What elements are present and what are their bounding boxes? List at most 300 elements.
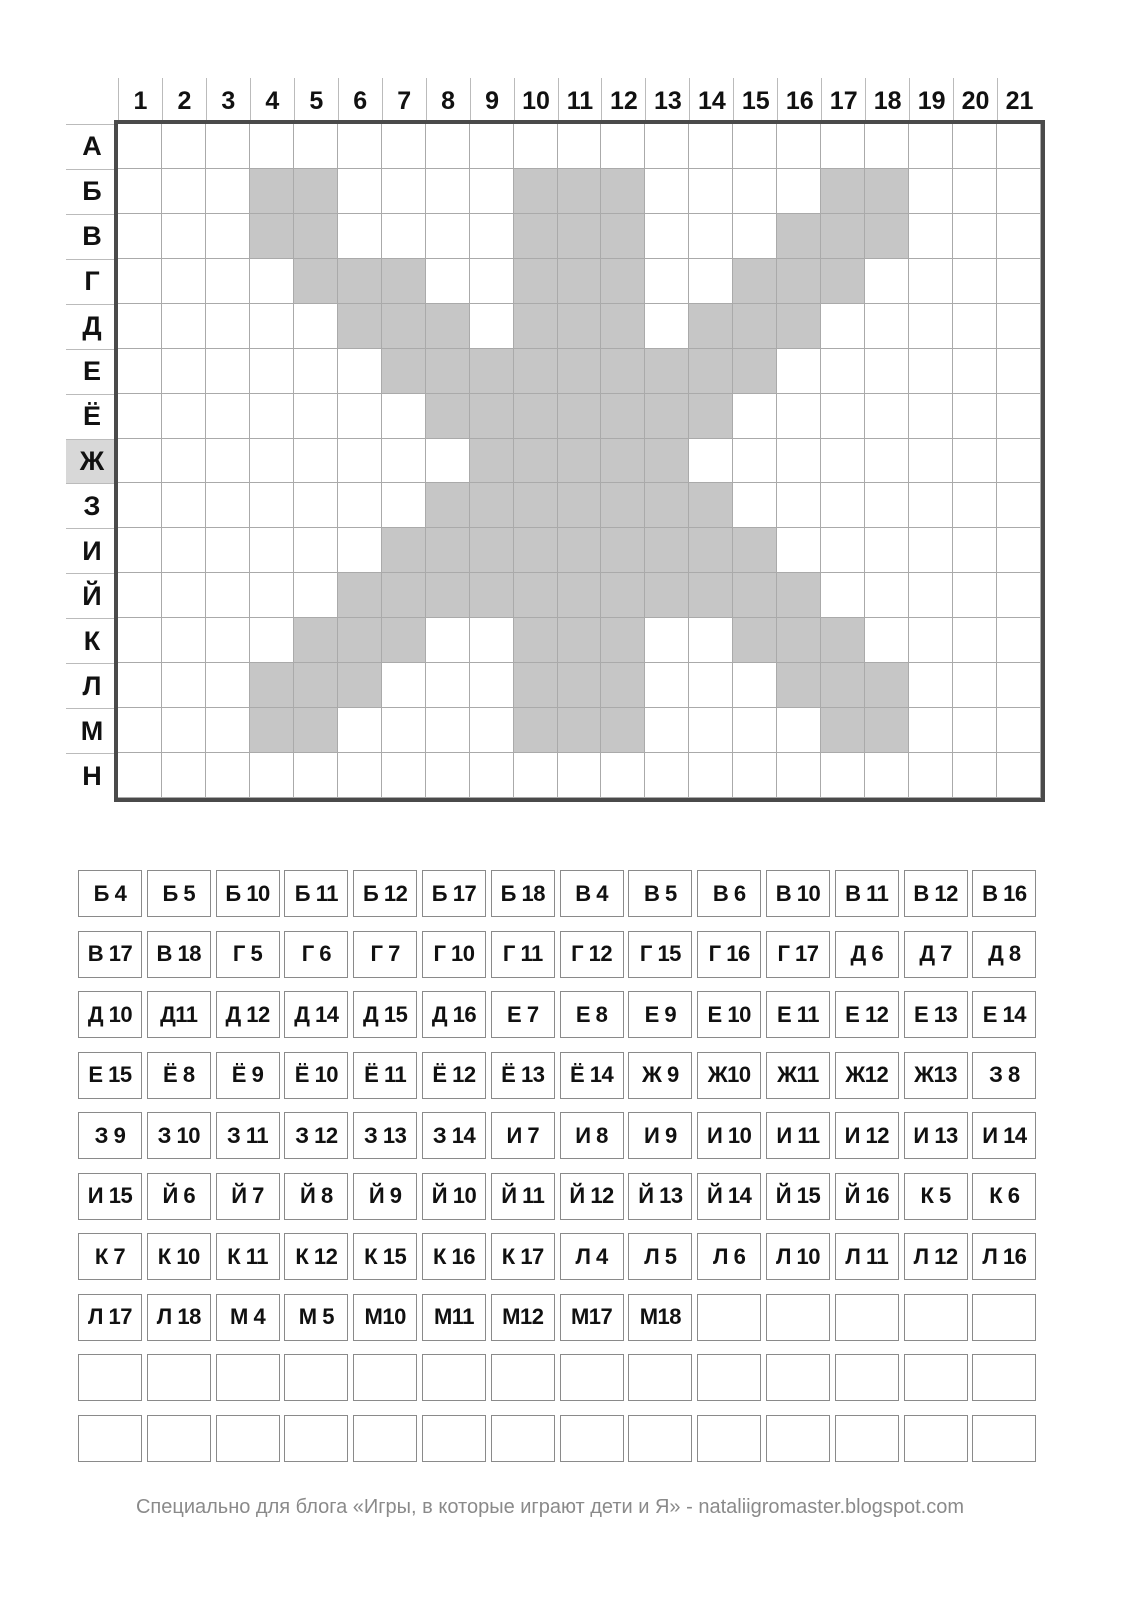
grid-cell[interactable] bbox=[162, 349, 206, 394]
grid-cell[interactable] bbox=[118, 663, 162, 708]
grid-cell[interactable] bbox=[689, 708, 733, 753]
grid-cell[interactable] bbox=[294, 394, 338, 439]
grid-cell[interactable] bbox=[162, 708, 206, 753]
grid-cell[interactable] bbox=[645, 304, 689, 349]
grid-cell[interactable] bbox=[426, 124, 470, 169]
grid-cell[interactable] bbox=[997, 259, 1041, 304]
grid-cell[interactable] bbox=[821, 394, 865, 439]
grid-cell-filled[interactable] bbox=[470, 483, 514, 528]
grid-cell-filled[interactable] bbox=[601, 439, 645, 484]
grid-cell[interactable] bbox=[645, 214, 689, 259]
grid-cell[interactable] bbox=[470, 124, 514, 169]
grid-cell[interactable] bbox=[777, 483, 821, 528]
grid-cell[interactable] bbox=[953, 124, 997, 169]
grid-cell-filled[interactable] bbox=[514, 573, 558, 618]
grid-cell[interactable] bbox=[865, 753, 909, 798]
grid-cell[interactable] bbox=[733, 394, 777, 439]
grid-cell[interactable] bbox=[821, 124, 865, 169]
grid-cell-filled[interactable] bbox=[733, 573, 777, 618]
grid-cell[interactable] bbox=[953, 214, 997, 259]
grid-cell[interactable] bbox=[645, 708, 689, 753]
grid-cell[interactable] bbox=[689, 753, 733, 798]
grid-cell-filled[interactable] bbox=[558, 708, 602, 753]
grid-cell[interactable] bbox=[558, 753, 602, 798]
grid-cell[interactable] bbox=[338, 528, 382, 573]
grid-cell[interactable] bbox=[865, 259, 909, 304]
grid-cell[interactable] bbox=[909, 753, 953, 798]
grid-cell[interactable] bbox=[689, 618, 733, 663]
grid-cell-filled[interactable] bbox=[514, 169, 558, 214]
grid-cell-filled[interactable] bbox=[338, 259, 382, 304]
grid-cell[interactable] bbox=[426, 214, 470, 259]
grid-cell[interactable] bbox=[382, 483, 426, 528]
grid-cell[interactable] bbox=[777, 349, 821, 394]
grid-cell[interactable] bbox=[909, 618, 953, 663]
grid-cell[interactable] bbox=[118, 439, 162, 484]
grid-cell[interactable] bbox=[733, 214, 777, 259]
grid-cell-filled[interactable] bbox=[601, 214, 645, 259]
grid-cell[interactable] bbox=[206, 708, 250, 753]
grid-cell[interactable] bbox=[338, 349, 382, 394]
grid-cell[interactable] bbox=[294, 124, 338, 169]
grid-cell-filled[interactable] bbox=[733, 618, 777, 663]
grid-cell[interactable] bbox=[953, 394, 997, 439]
grid-cell[interactable] bbox=[382, 214, 426, 259]
grid-cell-filled[interactable] bbox=[601, 349, 645, 394]
grid-cell[interactable] bbox=[206, 214, 250, 259]
grid-cell[interactable] bbox=[909, 663, 953, 708]
grid-cell[interactable] bbox=[250, 618, 294, 663]
grid-cell[interactable] bbox=[294, 753, 338, 798]
grid-cell[interactable] bbox=[426, 663, 470, 708]
grid-cell[interactable] bbox=[338, 439, 382, 484]
grid-cell[interactable] bbox=[777, 169, 821, 214]
grid-cell-filled[interactable] bbox=[426, 304, 470, 349]
grid-cell[interactable] bbox=[777, 753, 821, 798]
grid-cell[interactable] bbox=[909, 573, 953, 618]
grid-cell[interactable] bbox=[821, 349, 865, 394]
grid-cell-filled[interactable] bbox=[645, 394, 689, 439]
grid-cell[interactable] bbox=[162, 483, 206, 528]
grid-cell-filled[interactable] bbox=[250, 663, 294, 708]
grid-cell[interactable] bbox=[733, 169, 777, 214]
grid-cell[interactable] bbox=[294, 528, 338, 573]
grid-cell[interactable] bbox=[118, 169, 162, 214]
grid-cell[interactable] bbox=[162, 618, 206, 663]
grid-cell[interactable] bbox=[470, 753, 514, 798]
grid-cell[interactable] bbox=[206, 663, 250, 708]
grid-cell[interactable] bbox=[997, 663, 1041, 708]
grid-cell-filled[interactable] bbox=[689, 349, 733, 394]
grid-cell[interactable] bbox=[118, 528, 162, 573]
grid-cell[interactable] bbox=[382, 394, 426, 439]
grid-cell[interactable] bbox=[118, 349, 162, 394]
grid-cell[interactable] bbox=[777, 528, 821, 573]
grid-cell[interactable] bbox=[382, 124, 426, 169]
grid-cell[interactable] bbox=[206, 618, 250, 663]
grid-cell-filled[interactable] bbox=[294, 259, 338, 304]
grid-cell[interactable] bbox=[118, 394, 162, 439]
grid-cell-filled[interactable] bbox=[865, 663, 909, 708]
grid-cell[interactable] bbox=[118, 753, 162, 798]
grid-cell[interactable] bbox=[909, 349, 953, 394]
grid-cell-filled[interactable] bbox=[865, 169, 909, 214]
grid-cell[interactable] bbox=[733, 708, 777, 753]
grid-cell-filled[interactable] bbox=[514, 214, 558, 259]
grid-cell[interactable] bbox=[118, 304, 162, 349]
grid-cell-filled[interactable] bbox=[645, 528, 689, 573]
grid-cell-filled[interactable] bbox=[601, 528, 645, 573]
grid-cell[interactable] bbox=[733, 753, 777, 798]
grid-cell[interactable] bbox=[162, 663, 206, 708]
grid-cell-filled[interactable] bbox=[382, 618, 426, 663]
grid-cell[interactable] bbox=[250, 483, 294, 528]
grid-cell[interactable] bbox=[558, 124, 602, 169]
grid-cell-filled[interactable] bbox=[514, 708, 558, 753]
grid-cell-filled[interactable] bbox=[514, 483, 558, 528]
grid-cell[interactable] bbox=[909, 394, 953, 439]
grid-cell[interactable] bbox=[250, 528, 294, 573]
grid-cell-filled[interactable] bbox=[733, 259, 777, 304]
grid-cell[interactable] bbox=[733, 483, 777, 528]
grid-cell-filled[interactable] bbox=[558, 483, 602, 528]
grid-cell[interactable] bbox=[118, 708, 162, 753]
grid-cell-filled[interactable] bbox=[294, 169, 338, 214]
grid-cell[interactable] bbox=[206, 124, 250, 169]
grid-cell-filled[interactable] bbox=[338, 663, 382, 708]
grid-cell[interactable] bbox=[206, 304, 250, 349]
grid-cell-filled[interactable] bbox=[821, 169, 865, 214]
grid-cell[interactable] bbox=[294, 304, 338, 349]
grid-cell[interactable] bbox=[777, 708, 821, 753]
grid-cell[interactable] bbox=[250, 573, 294, 618]
grid-cell[interactable] bbox=[206, 753, 250, 798]
grid-cell[interactable] bbox=[206, 259, 250, 304]
grid-cell-filled[interactable] bbox=[426, 528, 470, 573]
grid-cell-filled[interactable] bbox=[689, 528, 733, 573]
grid-cell[interactable] bbox=[865, 483, 909, 528]
grid-cell-filled[interactable] bbox=[558, 304, 602, 349]
grid-cell-filled[interactable] bbox=[382, 259, 426, 304]
grid-cell[interactable] bbox=[865, 394, 909, 439]
grid-cell-filled[interactable] bbox=[601, 304, 645, 349]
grid-cell-filled[interactable] bbox=[601, 663, 645, 708]
grid-cell[interactable] bbox=[689, 124, 733, 169]
grid-cell-filled[interactable] bbox=[865, 708, 909, 753]
grid-cell-filled[interactable] bbox=[382, 573, 426, 618]
grid-cell-filled[interactable] bbox=[470, 573, 514, 618]
grid-cell-filled[interactable] bbox=[470, 439, 514, 484]
grid-cell[interactable] bbox=[689, 169, 733, 214]
grid-cell[interactable] bbox=[777, 394, 821, 439]
grid-cell[interactable] bbox=[645, 169, 689, 214]
grid-cell[interactable] bbox=[909, 169, 953, 214]
grid-cell[interactable] bbox=[470, 708, 514, 753]
grid-cell-filled[interactable] bbox=[645, 483, 689, 528]
grid-cell[interactable] bbox=[909, 528, 953, 573]
grid-cell-filled[interactable] bbox=[426, 573, 470, 618]
grid-cell[interactable] bbox=[206, 573, 250, 618]
grid-cell-filled[interactable] bbox=[777, 304, 821, 349]
grid-cell-filled[interactable] bbox=[689, 483, 733, 528]
grid-cell[interactable] bbox=[777, 439, 821, 484]
grid-cell[interactable] bbox=[953, 483, 997, 528]
grid-cell[interactable] bbox=[645, 753, 689, 798]
grid-cell-filled[interactable] bbox=[821, 663, 865, 708]
grid-cell[interactable] bbox=[470, 214, 514, 259]
grid-cell[interactable] bbox=[162, 528, 206, 573]
grid-cell[interactable] bbox=[162, 124, 206, 169]
grid-cell[interactable] bbox=[162, 259, 206, 304]
grid-cell-filled[interactable] bbox=[558, 439, 602, 484]
grid-cell[interactable] bbox=[250, 394, 294, 439]
grid-cell-filled[interactable] bbox=[514, 304, 558, 349]
grid-cell[interactable] bbox=[601, 753, 645, 798]
grid-cell[interactable] bbox=[865, 304, 909, 349]
grid-cell[interactable] bbox=[997, 304, 1041, 349]
grid-cell[interactable] bbox=[338, 708, 382, 753]
grid-cell-filled[interactable] bbox=[777, 663, 821, 708]
grid-cell-filled[interactable] bbox=[514, 618, 558, 663]
grid-cell-filled[interactable] bbox=[338, 304, 382, 349]
grid-cell[interactable] bbox=[953, 439, 997, 484]
grid-cell-filled[interactable] bbox=[558, 394, 602, 439]
grid-cell-filled[interactable] bbox=[514, 439, 558, 484]
grid-cell[interactable] bbox=[250, 439, 294, 484]
grid-cell[interactable] bbox=[162, 394, 206, 439]
grid-cell-filled[interactable] bbox=[645, 349, 689, 394]
grid-cell-filled[interactable] bbox=[689, 304, 733, 349]
grid-cell[interactable] bbox=[118, 573, 162, 618]
grid-cell[interactable] bbox=[645, 259, 689, 304]
grid-cell[interactable] bbox=[865, 439, 909, 484]
grid-cell[interactable] bbox=[997, 573, 1041, 618]
grid-cell-filled[interactable] bbox=[777, 214, 821, 259]
grid-cell[interactable] bbox=[953, 753, 997, 798]
grid-cell[interactable] bbox=[294, 573, 338, 618]
grid-cell-filled[interactable] bbox=[821, 214, 865, 259]
grid-cell[interactable] bbox=[865, 349, 909, 394]
grid-cell[interactable] bbox=[645, 618, 689, 663]
grid-cell[interactable] bbox=[689, 259, 733, 304]
grid-cell-filled[interactable] bbox=[250, 169, 294, 214]
grid-cell[interactable] bbox=[997, 708, 1041, 753]
grid-cell-filled[interactable] bbox=[470, 528, 514, 573]
grid-cell[interactable] bbox=[777, 124, 821, 169]
grid-cell[interactable] bbox=[601, 124, 645, 169]
grid-cell[interactable] bbox=[162, 214, 206, 259]
grid-cell[interactable] bbox=[909, 708, 953, 753]
grid-cell[interactable] bbox=[294, 349, 338, 394]
grid-cell[interactable] bbox=[470, 169, 514, 214]
grid-cell[interactable] bbox=[997, 528, 1041, 573]
grid-cell[interactable] bbox=[338, 483, 382, 528]
grid-cell[interactable] bbox=[338, 753, 382, 798]
grid-cell[interactable] bbox=[953, 618, 997, 663]
grid-cell[interactable] bbox=[821, 573, 865, 618]
grid-cell-filled[interactable] bbox=[294, 214, 338, 259]
grid-cell-filled[interactable] bbox=[514, 663, 558, 708]
grid-cell-filled[interactable] bbox=[689, 573, 733, 618]
grid-cell-filled[interactable] bbox=[470, 394, 514, 439]
grid-cell[interactable] bbox=[206, 394, 250, 439]
grid-cell-filled[interactable] bbox=[733, 349, 777, 394]
grid-cell[interactable] bbox=[997, 483, 1041, 528]
grid-cell[interactable] bbox=[250, 124, 294, 169]
grid-cell[interactable] bbox=[953, 169, 997, 214]
grid-cell[interactable] bbox=[997, 394, 1041, 439]
grid-cell-filled[interactable] bbox=[601, 259, 645, 304]
grid-cell[interactable] bbox=[162, 573, 206, 618]
grid-cell[interactable] bbox=[426, 708, 470, 753]
grid-cell[interactable] bbox=[733, 124, 777, 169]
grid-cell[interactable] bbox=[997, 169, 1041, 214]
grid-cell[interactable] bbox=[250, 349, 294, 394]
grid-cell[interactable] bbox=[821, 304, 865, 349]
grid-cell[interactable] bbox=[162, 169, 206, 214]
grid-cell[interactable] bbox=[645, 663, 689, 708]
grid-cell-filled[interactable] bbox=[382, 304, 426, 349]
grid-cell[interactable] bbox=[250, 259, 294, 304]
grid-cell-filled[interactable] bbox=[601, 169, 645, 214]
grid-cell[interactable] bbox=[118, 214, 162, 259]
grid-cell-filled[interactable] bbox=[250, 708, 294, 753]
grid-cell-filled[interactable] bbox=[558, 214, 602, 259]
grid-cell[interactable] bbox=[382, 439, 426, 484]
grid-cell-filled[interactable] bbox=[250, 214, 294, 259]
grid-cell-filled[interactable] bbox=[645, 573, 689, 618]
grid-cell[interactable] bbox=[118, 259, 162, 304]
grid-cell[interactable] bbox=[909, 439, 953, 484]
grid-cell-filled[interactable] bbox=[865, 214, 909, 259]
grid-cell-filled[interactable] bbox=[382, 528, 426, 573]
grid-cell[interactable] bbox=[426, 618, 470, 663]
grid-cell-filled[interactable] bbox=[558, 169, 602, 214]
grid-cell[interactable] bbox=[426, 259, 470, 304]
grid-cell[interactable] bbox=[909, 259, 953, 304]
grid-cell-filled[interactable] bbox=[514, 349, 558, 394]
grid-cell[interactable] bbox=[382, 169, 426, 214]
grid-cell[interactable] bbox=[470, 618, 514, 663]
grid-cell[interactable] bbox=[909, 124, 953, 169]
grid-cell-filled[interactable] bbox=[601, 394, 645, 439]
grid-cell-filled[interactable] bbox=[777, 259, 821, 304]
grid-cell[interactable] bbox=[206, 169, 250, 214]
grid-cell-filled[interactable] bbox=[733, 528, 777, 573]
grid-cell-filled[interactable] bbox=[294, 663, 338, 708]
grid-cell-filled[interactable] bbox=[426, 394, 470, 439]
grid-cell[interactable] bbox=[821, 528, 865, 573]
grid-cell[interactable] bbox=[426, 439, 470, 484]
grid-cell[interactable] bbox=[689, 439, 733, 484]
grid-cell[interactable] bbox=[338, 214, 382, 259]
grid-cell[interactable] bbox=[865, 528, 909, 573]
grid-cell[interactable] bbox=[821, 483, 865, 528]
grid-cell-filled[interactable] bbox=[558, 259, 602, 304]
grid-cell-filled[interactable] bbox=[558, 528, 602, 573]
grid-cell-filled[interactable] bbox=[777, 618, 821, 663]
grid-cell-filled[interactable] bbox=[645, 439, 689, 484]
grid-cell-filled[interactable] bbox=[338, 573, 382, 618]
grid-cell[interactable] bbox=[865, 124, 909, 169]
grid-cell-filled[interactable] bbox=[821, 708, 865, 753]
grid-cell[interactable] bbox=[206, 439, 250, 484]
grid-cell[interactable] bbox=[426, 753, 470, 798]
grid-cell-filled[interactable] bbox=[821, 259, 865, 304]
grid-cell-filled[interactable] bbox=[558, 618, 602, 663]
grid-cell-filled[interactable] bbox=[601, 618, 645, 663]
grid-cell-filled[interactable] bbox=[426, 483, 470, 528]
grid-cell[interactable] bbox=[997, 439, 1041, 484]
grid-cell[interactable] bbox=[689, 214, 733, 259]
grid-cell-filled[interactable] bbox=[294, 708, 338, 753]
grid-cell-filled[interactable] bbox=[470, 349, 514, 394]
grid-cell[interactable] bbox=[997, 753, 1041, 798]
grid-cell[interactable] bbox=[470, 304, 514, 349]
grid-cell-filled[interactable] bbox=[338, 618, 382, 663]
grid-cell[interactable] bbox=[909, 214, 953, 259]
grid-cell[interactable] bbox=[909, 304, 953, 349]
grid-cell-filled[interactable] bbox=[514, 394, 558, 439]
grid-cell[interactable] bbox=[250, 304, 294, 349]
grid-cell[interactable] bbox=[953, 259, 997, 304]
grid-cell[interactable] bbox=[821, 753, 865, 798]
grid-cell-filled[interactable] bbox=[777, 573, 821, 618]
grid-cell[interactable] bbox=[953, 304, 997, 349]
grid-cell[interactable] bbox=[118, 124, 162, 169]
grid-cell[interactable] bbox=[206, 483, 250, 528]
grid-cell[interactable] bbox=[206, 528, 250, 573]
grid-cell[interactable] bbox=[953, 663, 997, 708]
grid-cell[interactable] bbox=[338, 124, 382, 169]
grid-cell[interactable] bbox=[382, 708, 426, 753]
grid-cell[interactable] bbox=[689, 663, 733, 708]
grid-cell[interactable] bbox=[294, 483, 338, 528]
grid-cell[interactable] bbox=[821, 439, 865, 484]
grid-cell[interactable] bbox=[206, 349, 250, 394]
grid-cell-filled[interactable] bbox=[382, 349, 426, 394]
grid-cell-filled[interactable] bbox=[733, 304, 777, 349]
grid-cell-filled[interactable] bbox=[294, 618, 338, 663]
grid-cell[interactable] bbox=[909, 483, 953, 528]
grid-cell-filled[interactable] bbox=[601, 483, 645, 528]
grid-cell[interactable] bbox=[118, 483, 162, 528]
grid-cell-filled[interactable] bbox=[558, 663, 602, 708]
grid-cell-filled[interactable] bbox=[426, 349, 470, 394]
grid-cell[interactable] bbox=[470, 259, 514, 304]
grid-cell[interactable] bbox=[953, 708, 997, 753]
grid-cell[interactable] bbox=[338, 169, 382, 214]
grid-cell[interactable] bbox=[338, 394, 382, 439]
grid-cell[interactable] bbox=[514, 124, 558, 169]
grid-cell-filled[interactable] bbox=[514, 528, 558, 573]
grid-cell[interactable] bbox=[426, 169, 470, 214]
grid-cell[interactable] bbox=[953, 349, 997, 394]
grid-cell[interactable] bbox=[470, 663, 514, 708]
grid-cell[interactable] bbox=[997, 618, 1041, 663]
grid-cell-filled[interactable] bbox=[601, 573, 645, 618]
grid-cell[interactable] bbox=[118, 618, 162, 663]
grid-cell-filled[interactable] bbox=[558, 349, 602, 394]
grid-cell[interactable] bbox=[733, 663, 777, 708]
grid-cell[interactable] bbox=[953, 528, 997, 573]
grid-cell-filled[interactable] bbox=[601, 708, 645, 753]
grid-cell[interactable] bbox=[645, 124, 689, 169]
grid-cell-filled[interactable] bbox=[558, 573, 602, 618]
grid-cell[interactable] bbox=[162, 753, 206, 798]
grid-cell[interactable] bbox=[997, 349, 1041, 394]
grid-cell[interactable] bbox=[865, 618, 909, 663]
